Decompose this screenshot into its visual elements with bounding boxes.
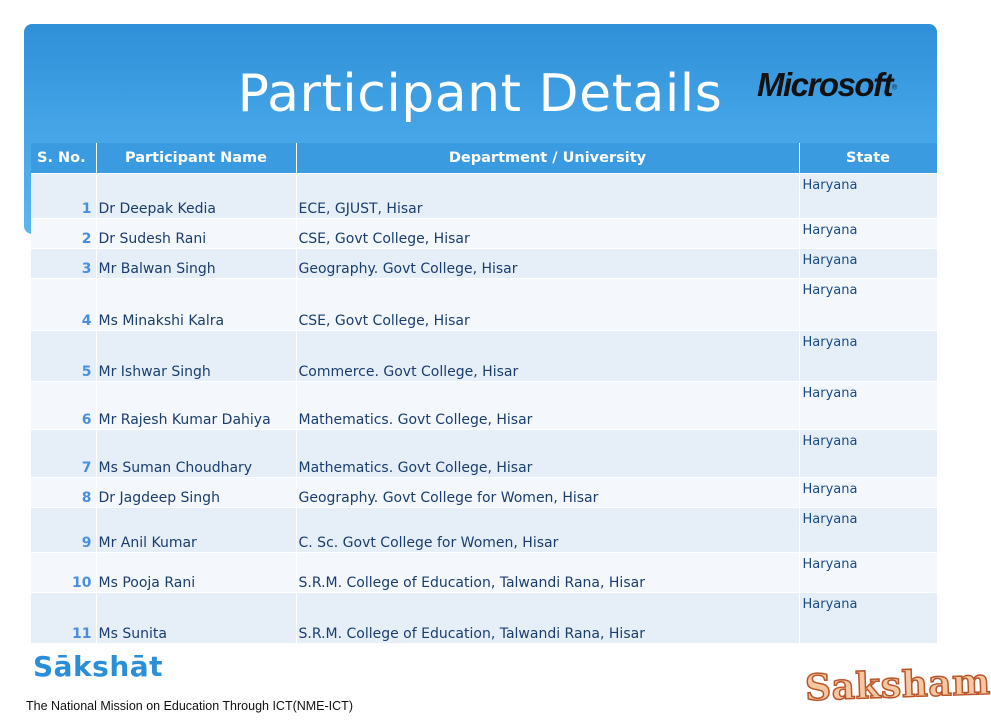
table-header-row: [31, 143, 937, 174]
cell-dept: ECE, GJUST, Hisar: [296, 174, 799, 219]
cell-state: Haryana: [799, 382, 937, 430]
header-state: State: [799, 143, 937, 174]
cell-sno: 10: [31, 553, 96, 593]
cell-dept: C. Sc. Govt College for Women, Hisar: [296, 508, 799, 553]
cell-dept: Geography. Govt College, Hisar: [296, 249, 799, 279]
table-row: [31, 593, 937, 643]
table-row: [31, 279, 937, 331]
cell-state: Haryana: [799, 553, 937, 593]
cell-name: Mr Balwan Singh: [96, 249, 296, 279]
cell-state: Haryana: [799, 478, 937, 508]
saksham-logo: Saksham: [804, 660, 991, 710]
cell-state: Haryana: [799, 430, 937, 478]
table-row: [31, 478, 937, 508]
header-sno: S. No.: [31, 143, 96, 174]
cell-state: Haryana: [799, 279, 937, 331]
table-row: [31, 174, 937, 219]
cell-sno: 1: [31, 174, 96, 219]
cell-dept: Commerce. Govt College, Hisar: [296, 331, 799, 382]
registered-mark: ®: [892, 84, 898, 92]
cell-name: Dr Jagdeep Singh: [96, 478, 296, 508]
cell-state: Haryana: [799, 593, 937, 643]
table-row: [31, 382, 937, 430]
header-department: Department / University: [296, 143, 799, 174]
cell-name: Ms Suman Choudhary: [96, 430, 296, 478]
cell-dept: CSE, Govt College, Hisar: [296, 279, 799, 331]
cell-sno: 2: [31, 219, 96, 249]
slide-title: Participant Details: [237, 64, 723, 124]
cell-name: Mr Anil Kumar: [96, 508, 296, 553]
table-row: [31, 249, 937, 279]
cell-dept: Geography. Govt College for Women, Hisar: [296, 478, 799, 508]
cell-state: Haryana: [799, 249, 937, 279]
cell-sno: 6: [31, 382, 96, 430]
cell-sno: 3: [31, 249, 96, 279]
cell-name: Dr Sudesh Rani: [96, 219, 296, 249]
cell-dept: S.R.M. College of Education, Talwandi Rana, Hisar: [296, 593, 799, 643]
table-row: [31, 331, 937, 382]
cell-name: Mr Rajesh Kumar Dahiya: [96, 382, 296, 430]
cell-sno: 7: [31, 430, 96, 478]
participants-table: [31, 143, 938, 643]
cell-dept: Mathematics. Govt College, Hisar: [296, 430, 799, 478]
cell-dept: S.R.M. College of Education, Talwandi Rana, Hisar: [296, 553, 799, 593]
cell-dept: Mathematics. Govt College, Hisar: [296, 382, 799, 430]
cell-name: Ms Minakshi Kalra: [96, 279, 296, 331]
cell-state: Haryana: [799, 174, 937, 219]
cell-name: Ms Sunita: [96, 593, 296, 643]
table-row: [31, 430, 937, 478]
cell-sno: 9: [31, 508, 96, 553]
table-row: [31, 219, 937, 249]
cell-sno: 5: [31, 331, 96, 382]
cell-name: Ms Pooja Rani: [96, 553, 296, 593]
cell-sno: 8: [31, 478, 96, 508]
footer-mission-text: The National Mission on Education Through ICT(NME-ICT): [26, 699, 353, 713]
sakshat-logo: Sākshāt: [33, 650, 164, 683]
cell-name: Mr Ishwar Singh: [96, 331, 296, 382]
cell-name: Dr Deepak Kedia: [96, 174, 296, 219]
cell-state: Haryana: [799, 219, 937, 249]
table-row: [31, 553, 937, 593]
table-row: [31, 508, 937, 553]
cell-dept: CSE, Govt College, Hisar: [296, 219, 799, 249]
microsoft-logo: [757, 66, 917, 102]
microsoft-logo-text: Microsoft: [757, 66, 892, 103]
header-participant-name: Participant Name: [96, 143, 296, 174]
cell-sno: 11: [31, 593, 96, 643]
cell-sno: 4: [31, 279, 96, 331]
cell-state: Haryana: [799, 508, 937, 553]
cell-state: Haryana: [799, 331, 937, 382]
